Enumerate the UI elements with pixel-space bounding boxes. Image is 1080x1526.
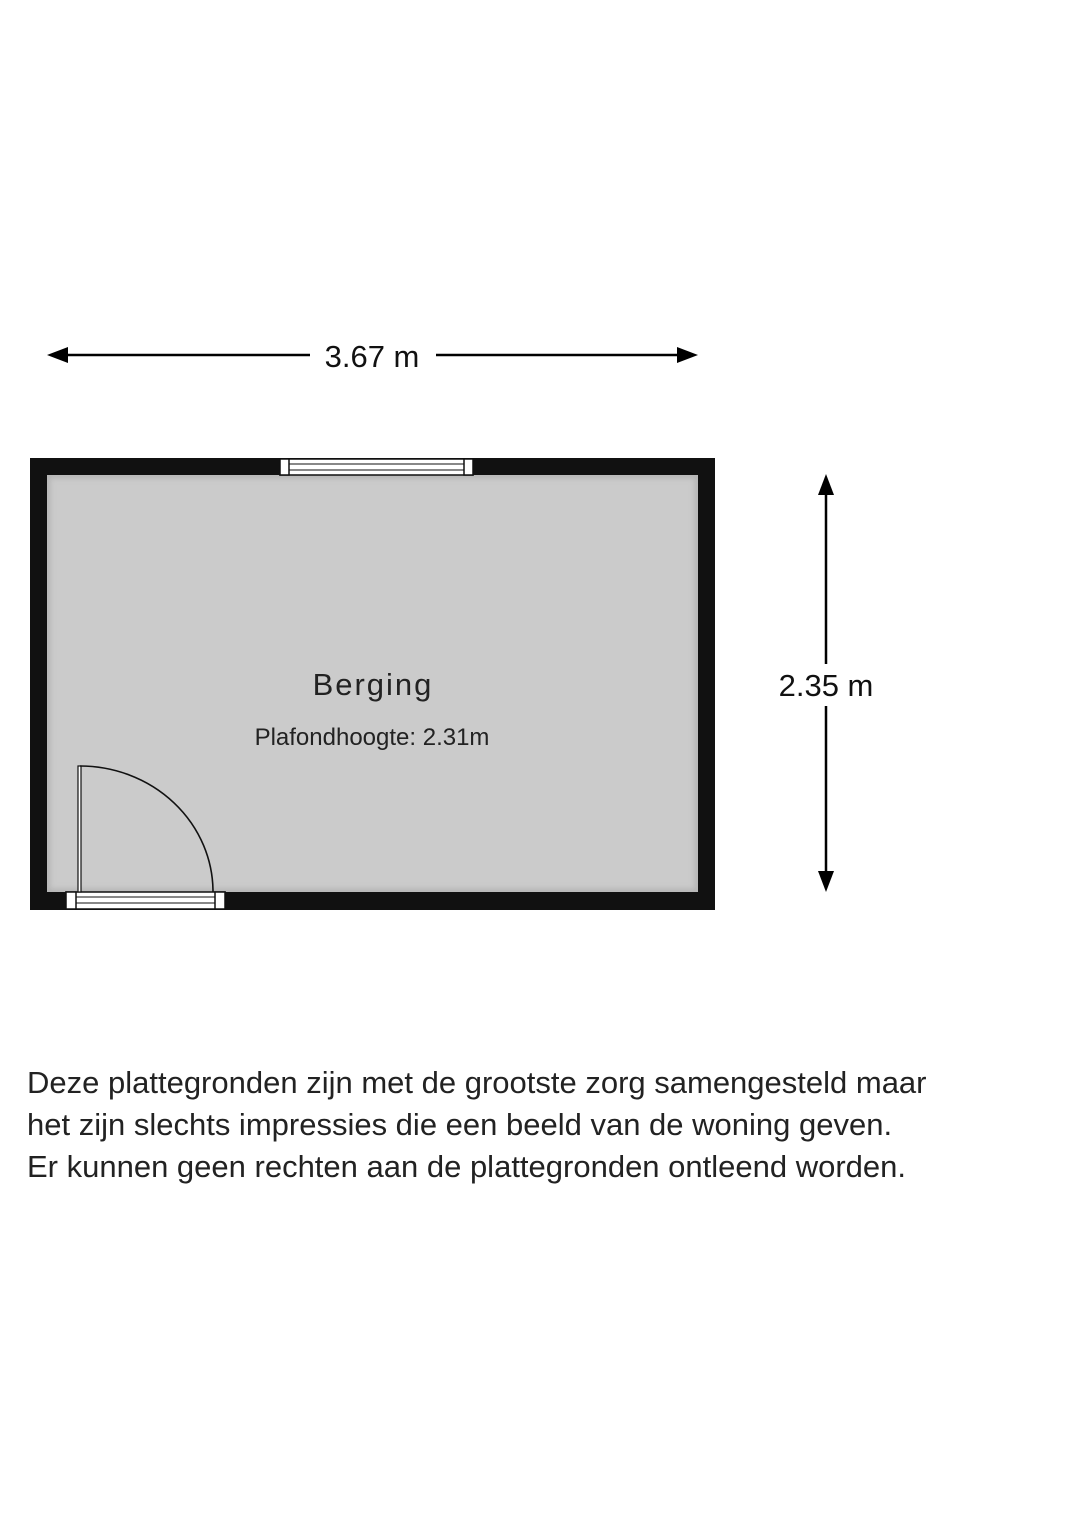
arrow-down-icon: [818, 871, 834, 892]
depth-dimension: [779, 474, 874, 892]
width-dimension: [47, 339, 698, 374]
width-dimension-label: 3.67 m: [324, 339, 420, 374]
arrow-right-icon: [677, 347, 698, 363]
arrow-left-icon: [47, 347, 68, 363]
door-leaf: [78, 766, 81, 892]
disclaimer-text: [27, 1062, 1072, 1188]
disclaimer-line: het zijn slechts impressies die een beeld van de woning geven.: [27, 1107, 893, 1142]
room-berging: [30, 458, 715, 910]
room-ceiling-height: Plafondhoogte: 2.31m: [254, 724, 490, 751]
room-name: Berging: [312, 667, 434, 702]
door-opening: [66, 892, 225, 909]
arrow-up-icon: [818, 474, 834, 495]
disclaimer-line: Deze plattegronden zijn met de grootste zorg samengesteld maar: [27, 1065, 927, 1100]
disclaimer-line: Er kunnen geen rechten aan de plattegronden ontleend worden.: [27, 1149, 907, 1184]
depth-dimension-label: 2.35 m: [778, 668, 874, 703]
window-top: [280, 459, 473, 475]
